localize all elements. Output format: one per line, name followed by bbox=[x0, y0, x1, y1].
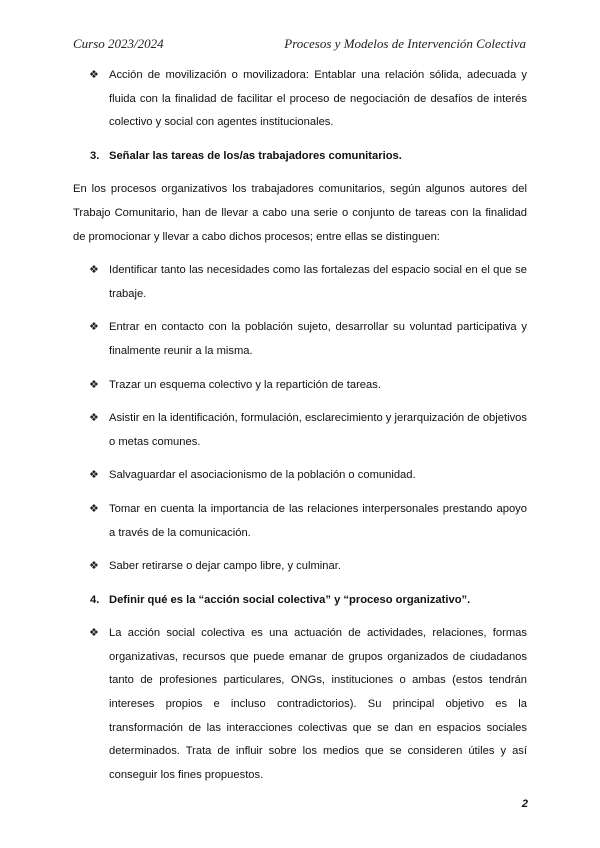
diamond-bullet-icon: ❖ bbox=[89, 264, 99, 277]
task-item bbox=[73, 374, 527, 398]
header-subject: Procesos y Modelos de Intervención Colectiva bbox=[284, 36, 526, 51]
task-text: Tomar en cuenta la importancia de las relaciones interpersonales prestando apoyo a través de la comunicación. bbox=[109, 502, 527, 539]
diamond-bullet-icon: ❖ bbox=[89, 560, 99, 573]
task-item bbox=[73, 259, 527, 306]
intro-bullet bbox=[73, 64, 527, 135]
page-number: 2 bbox=[521, 798, 528, 810]
section3-heading bbox=[73, 145, 527, 169]
diamond-bullet-icon: ❖ bbox=[89, 502, 99, 515]
task-text: Identificar tanto las necesidades como las fortalezas del espacio social en el que se trabaje. bbox=[109, 264, 527, 300]
task-item bbox=[73, 555, 527, 579]
task-text: Saber retirarse o dejar campo libre, y culminar. bbox=[109, 560, 341, 573]
section3-paragraph: En los procesos organizativos los trabajadores comunitarios, según algunos autores del Trabajo Comunitario, han de llevar a cabo una serie o conjunto de tareas con la finalidad de promocionar y llevar a cabo dichos procesos; entre ellas se distinguen: bbox=[73, 183, 527, 243]
definition-bullet bbox=[73, 622, 527, 787]
task-text: Asistir en la identificación, formulación, esclarecimiento y jerarquización de objetivos o metas comunes. bbox=[109, 412, 527, 448]
diamond-bullet-icon: ❖ bbox=[89, 469, 99, 482]
diamond-bullet-icon: ❖ bbox=[89, 627, 99, 640]
section3-number: 3. bbox=[90, 149, 100, 162]
task-item bbox=[73, 498, 527, 545]
task-text: Entrar en contacto con la población sujeto, desarrollar su voluntad participativa y finalmente reunir a la misma. bbox=[109, 321, 527, 357]
header-course: Curso 2023/2024 bbox=[73, 36, 164, 51]
document-body bbox=[73, 64, 527, 787]
section4-title: Definir qué es la “acción social colectiva” y “proceso organizativo”. bbox=[109, 593, 471, 606]
diamond-bullet-icon: ❖ bbox=[89, 69, 99, 81]
section4-number: 4. bbox=[90, 593, 100, 606]
section3-title: Señalar las tareas de los/as trabajadores comunitarios. bbox=[109, 149, 402, 162]
task-text: Salvaguardar el asociacionismo de la población o comunidad. bbox=[109, 469, 416, 482]
diamond-bullet-icon: ❖ bbox=[89, 321, 99, 334]
task-item bbox=[73, 407, 527, 454]
task-text: Trazar un esquema colectivo y la repartición de tareas. bbox=[109, 378, 381, 391]
definition-text: La acción social colectiva es una actuación de actividades, relaciones, formas organizativas, recursos que puede emanar de grupos organizados de ciudadanos tanto de profesiones particulares, ONGs, instituciones o ambas (estos tendrán intereses propios e incluso contradictorios). Su principal objetivo es la transformación de las interacciones colectivas que se dan en espacios sociales determinados. Trata de influir sobre los medios que se consideren útiles y así conseguir los fines propuestos. bbox=[109, 627, 527, 781]
diamond-bullet-icon: ❖ bbox=[89, 378, 99, 391]
section4-heading bbox=[73, 589, 527, 613]
intro-bullet-text: Acción de movilización o movilizadora: Entablar una relación sólida, adecuada y fluida con la finalidad de facilitar el proceso de negociación de desafíos de interés colectivo y social con agentes institucionales. bbox=[109, 69, 527, 129]
task-item bbox=[73, 464, 527, 488]
task-item bbox=[73, 316, 527, 363]
diamond-bullet-icon: ❖ bbox=[89, 412, 99, 425]
